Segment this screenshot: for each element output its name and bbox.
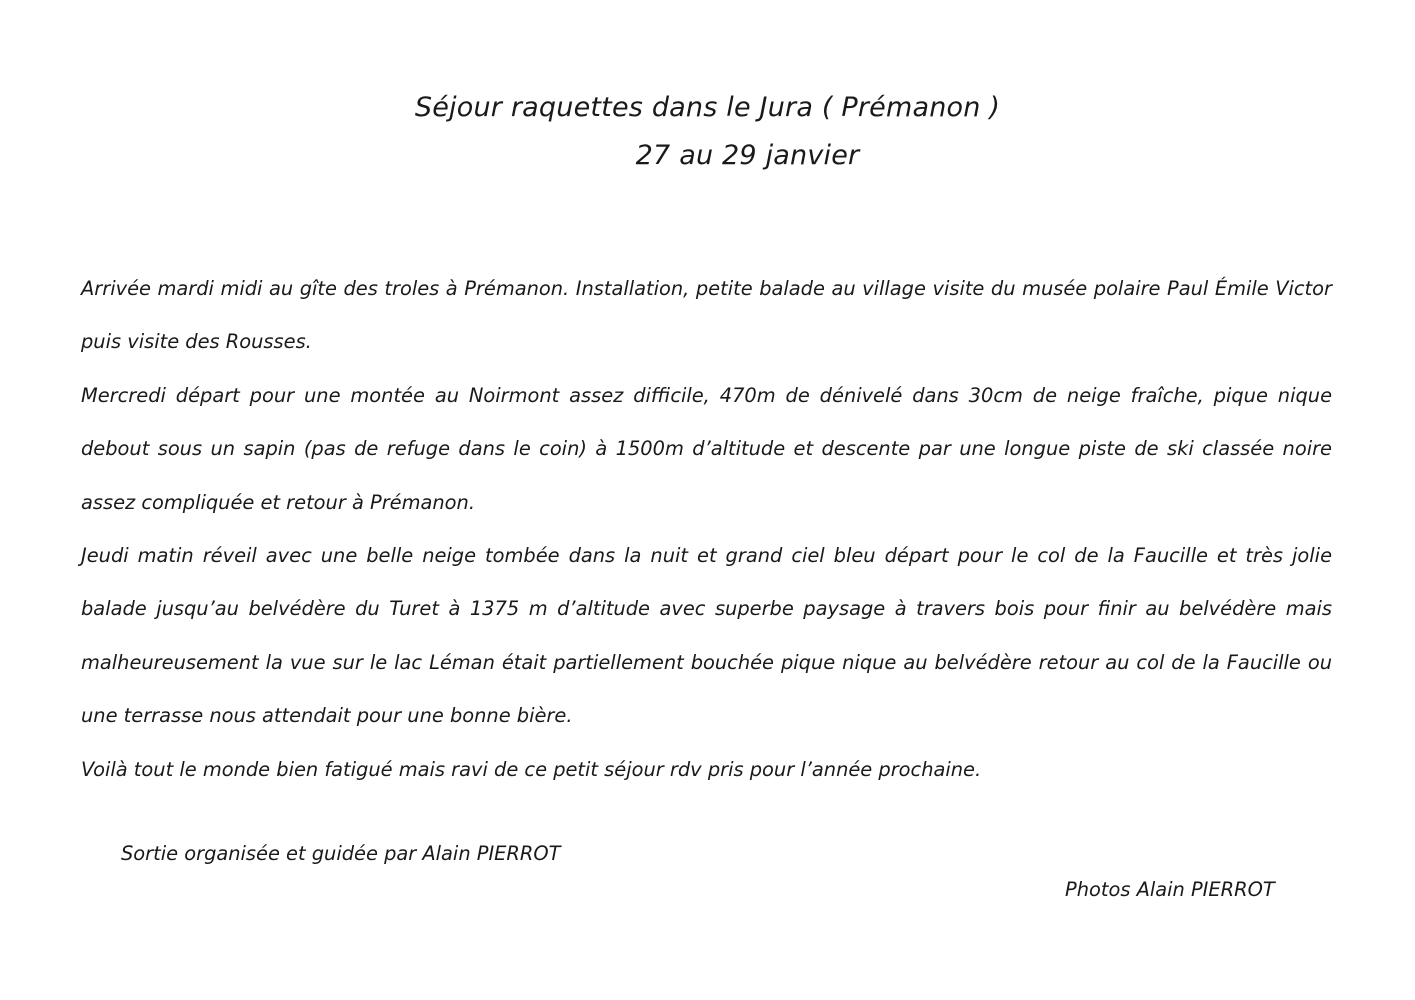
page-title: Séjour raquettes dans le Jura ( Prémanon ) [414,92,1001,123]
paragraph-conclusion: Voilà tout le monde bien fatigué mais ravi de ce petit séjour rdv pris pour l’année prochaine. [81,757,982,781]
photo-credit: Photos Alain PIERROT [1065,878,1275,901]
article-body [81,262,1332,796]
paragraph-arrival: Arrivée mardi midi au gîte des troles à Prémanon. Installation, petite balade au village visite du musée polaire Paul Émile Victor puis visite des Rousses. [81,277,1332,354]
organizer-credit: Sortie organisée et guidée par Alain PIERROT [121,842,561,865]
paragraph-wednesday: Mercredi départ pour une montée au Noirmont assez difficile, 470m de dénivelé dans 30cm de neige fraîche, pique nique debout sous un sapin (pas de refuge dans le coin) à 1500m d’altitude et descente par une longue piste de ski classée noire assez compliquée et retour à Prémanon. [81,383,1332,514]
paragraph-thursday: Jeudi matin réveil avec une belle neige tombée dans la nuit et grand ciel bleu départ pour le col de la Faucille et très jolie balade jusqu’au belvédère du Turet à 1375 m d’altitude avec superbe paysage à travers bois pour finir au belvédère mais malheureusement la vue sur le lac Léman était partiellement bouchée pique nique au belvédère retour au col de la Faucille ou une terrasse nous attendait pour une bonne bière. [81,544,1332,728]
page-subtitle-dates: 27 au 29 janvier [635,140,860,171]
